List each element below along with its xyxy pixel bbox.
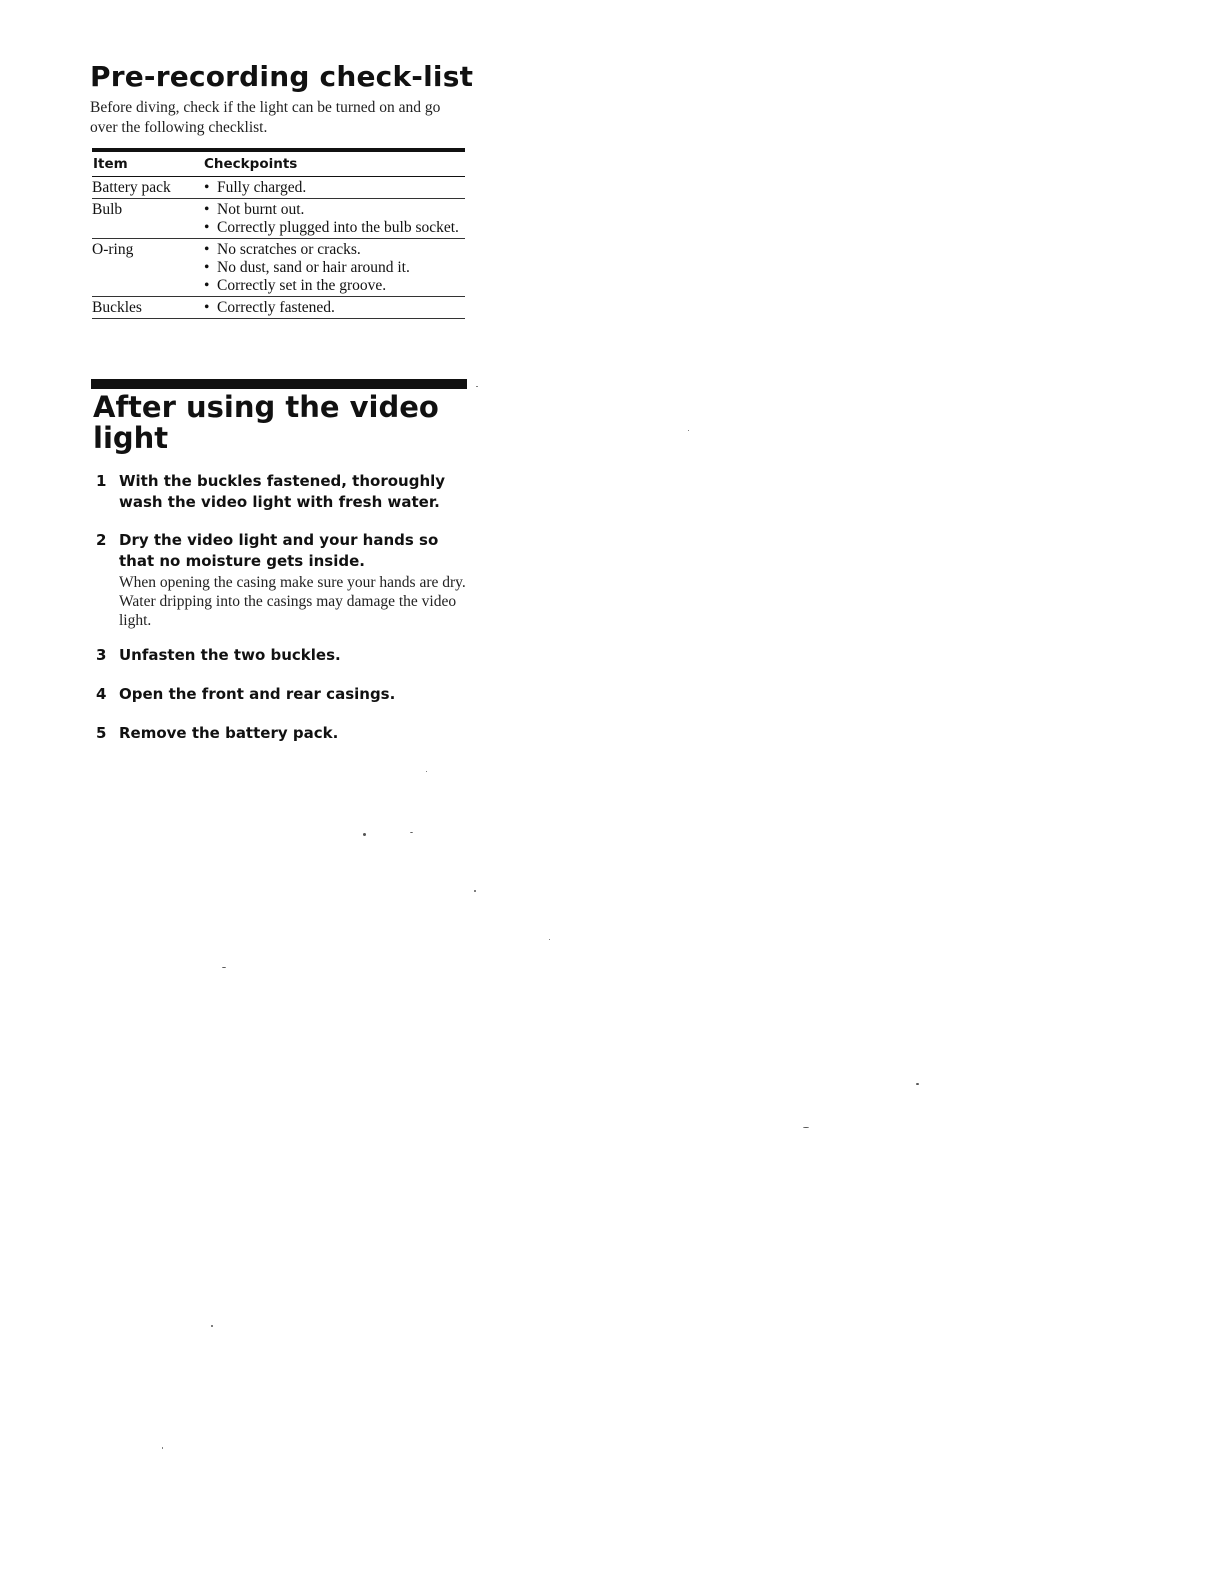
row-item-o-ring: O-ring <box>92 241 134 258</box>
checkpoint: • Correctly plugged into the bulb socket. <box>203 219 465 237</box>
scan-speck <box>474 890 476 892</box>
section-divider-bar <box>91 379 467 389</box>
checkpoint: • No scratches or cracks. <box>203 241 465 259</box>
scan-speck <box>803 1127 809 1128</box>
checklist-table <box>92 148 465 319</box>
scan-speck <box>688 430 689 431</box>
scan-speck <box>916 1083 919 1085</box>
step-title: Unfasten the two buckles. <box>119 646 341 664</box>
step-number: 1 <box>96 472 107 490</box>
checklist-heading: Pre-recording check-list <box>90 60 474 93</box>
after-use-heading: After using the video light <box>93 390 439 455</box>
table-row <box>92 239 465 297</box>
checklist-intro: Before diving, check if the light can be turned on and go over the following checklist. <box>90 99 441 136</box>
checkpoint: • Correctly fastened. <box>203 299 465 317</box>
scan-speck <box>549 939 550 940</box>
step-title: Dry the video light and your hands so that no moisture gets inside. <box>119 531 439 570</box>
step-note: When opening the casing make sure your hands are dry. Water dripping into the casings may damage the video light. <box>119 574 466 629</box>
row-checks <box>203 179 465 197</box>
checkpoint: • Fully charged. <box>203 179 465 197</box>
step-number: 4 <box>96 685 107 703</box>
step-title: With the buckles fastened, thoroughly wash the video light with fresh water. <box>119 472 446 511</box>
header-checkpoints: Checkpoints <box>204 156 298 172</box>
step-number: 2 <box>96 531 107 549</box>
checkpoint: • Not burnt out. <box>203 201 465 219</box>
scan-speck <box>222 967 226 968</box>
row-checks <box>203 201 465 237</box>
checkpoint: • No dust, sand or hair around it. <box>203 259 465 277</box>
row-checks <box>203 241 465 295</box>
row-item-buckles: Buckles <box>92 299 142 316</box>
table-header-row <box>92 152 465 177</box>
step-number: 5 <box>96 724 107 742</box>
table-row <box>92 199 465 239</box>
scan-speck <box>162 1447 163 1449</box>
step-number: 3 <box>96 646 107 664</box>
table-row <box>92 297 465 319</box>
row-item-battery-pack: Battery pack <box>92 179 171 196</box>
checkpoint: • Correctly set in the groove. <box>203 277 465 295</box>
header-item: Item <box>93 156 128 172</box>
scan-speck <box>211 1325 213 1327</box>
row-checks <box>203 299 465 317</box>
scan-speck <box>476 386 478 387</box>
table-row <box>92 177 465 199</box>
step-title: Open the front and rear casings. <box>119 685 396 703</box>
row-item-bulb: Bulb <box>92 201 123 218</box>
step-title: Remove the battery pack. <box>119 724 339 742</box>
scan-speck <box>426 771 427 772</box>
scan-speck <box>410 832 413 833</box>
scan-speck <box>363 833 366 836</box>
